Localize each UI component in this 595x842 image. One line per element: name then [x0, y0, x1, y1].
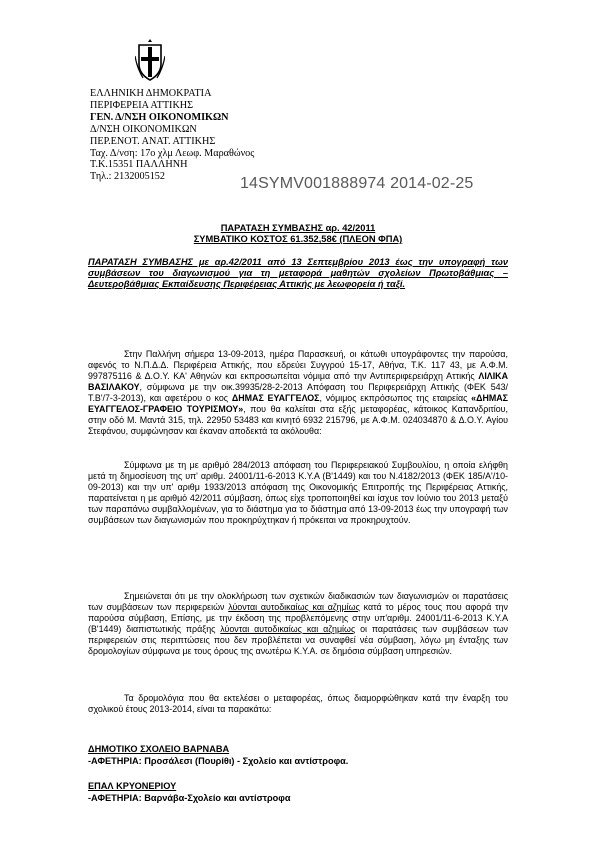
company-name: «ΔΗΜΑΣ ΕΥΑΓΓΕΛΟΣ-ΓΡΑΦΕΙΟ ΤΟΥΡΙΣΜΟΥ»: [88, 393, 509, 414]
subject-paragraph: [88, 257, 508, 290]
subject-text: ΠΑΡΑΤΑΣΗ ΣΥΜΒΑΣΗΣ με αρ.42/2011 από 13 Σεπτεμβρίου 2013 έως την υπογραφή των συμβάσεων του διαγωνισμού για τη μεταφορά μαθητών σχολείων Πρωτοβάθμιας – Δευτεροβάθμιας Εκπαίδευσης Περιφέρειας Αττικής με λεωφορεία ή ταξί.: [88, 257, 508, 289]
paragraph-text: , σύμφωνα με την οικ.39935/28-2-2013 Απόφαση του Περιφερειάρχη Αττικής (ΦΕΚ 543/Τ.Β'/7-3-2013), και αφετέρου ο κος: [88, 382, 508, 403]
document-title: [88, 223, 508, 245]
route-section: [88, 781, 508, 804]
ada-stamp: 14SYMV001888974 2014-02-25: [240, 175, 474, 192]
paragraph-parties: [88, 349, 508, 437]
header-line-general-directorate: ΓΕΝ. Δ/ΝΣΗ ΟΙΚΟΝΟΜΙΚΩΝ: [90, 111, 229, 123]
paragraph-text: κατά το μέρος τους που αφορά την παρούσα σύμβαση, Επίσης, με την έκδοση της προβλεπόμενης στην υπ'αριθμ. 24001/11-6-2013 Κ.Υ.Α (Β'1449) διαπιστωτικής πράξης: [88, 602, 508, 634]
header-line-regional-unit: ΠΕΡ.ΕΝΟΤ. ΑΝΑΤ. ΑΤΤΙΚΗΣ: [90, 135, 216, 147]
title-line-cost: ΣΥΜΒΑΤΙΚΟ ΚΟΣΤΟΣ 61.352,58€ (ΠΛΕΟΝ ΦΠΑ): [193, 234, 403, 244]
paragraph-extension: Σύμφωνα με τη με αριθμό 284/2013 απόφαση του Περιφερειακού Συμβουλίου, η οποία ελήφθη μετά τη δημοσίευση της υπ' αριθμ. 24001/11-6-2013 Κ.Υ.Α (Β'1449) και του Ν.4182/2013 (ΦΕΚ 185/Α'/10-09-2013) και την υπ' αριθμ 1933/2013 απόφαση της Οικονομικής Επιτροπής της Περιφέρειας Αττικής, παρατείνεται η με αριθμό 42/2011 σύμβαση, όπως είχε τροποποιηθεί και ίσχυε τον Ιούνιο του 2013 μεταξύ των παραπάνω συμβαλλομένων, για το διάστημα για το διάστημα από 13-09-2013 έως την υπογραφή των συμβάσεων των διαγωνισμών που προκηρύχτηκαν ή πρόκειται να προκηρυχτούν.: [88, 460, 508, 525]
route-line: -ΑΦΕΤΗΡΙΑ: Βαρνάβα-Σχολείο και αντίστροφα: [88, 792, 291, 803]
underlined-phrase: λύονται αυτοδικαίως και αζημίως: [220, 624, 356, 634]
vice-governor-name: ΛΙΛΙΚΑ ΒΑΣΙΛΑΚΟΥ: [88, 371, 508, 392]
paragraph-text: οι παρατάσεις των συμβάσεων των περιφερειών στις περιπτώσεις που δεν προβλέπεται να συναφθεί νέα σύμβαση, λόγω μη ένταξης των δρομολογίων σύμφωνα με τους όρους της ανωτέρω Κ.Υ.Α. σε δημόσια σύμβαση υπηρεσιών.: [88, 624, 508, 656]
header-line-directorate: Δ/ΝΣΗ ΟΙΚΟΝΟΜΙΚΩΝ: [90, 123, 197, 135]
header-line-phone: Τηλ.: 2132005152: [90, 171, 165, 183]
header-line-postcode: Τ.Κ.15351 ΠΑΛΛΗΝΗ: [90, 159, 188, 171]
paragraph-termination: [88, 591, 508, 657]
route-line: -ΑΦΕΤΗΡΙΑ: Προσάλεσι (Πουρίθι) - Σχολείο και αντίστροφα.: [88, 755, 349, 766]
school-heading: ΕΠΑΛ ΚΡΥΟΝΕΡΙΟΥ: [88, 781, 177, 791]
route-section: [88, 744, 508, 767]
paragraph-routes-intro: Τα δρομολόγια που θα εκτελέσει ο μεταφορέας, όπως διαμορφώθηκαν κατά την έναρξη του σχολικού έτους 2013-2014, είναι τα παρακάτω:: [88, 693, 508, 714]
paragraph-text: Σημειώνεται ότι με την ολοκλήρωση των σχετικών διαδικασιών των διαγωνισμών οι παρατάσεις των συμβάσεων των περιφερειών: [88, 591, 508, 612]
issuer-header: [90, 88, 330, 183]
header-line-address: Ταχ. Δ/νση: 17ο χλμ Λεωφ. Μαραθώνος: [90, 147, 255, 159]
paragraph-text: , που θα καλείται στα εξής μεταφορέας, κάτοικος Καπανδριτίου, στην οδό Μ. Μαντά 315, τηλ. 22950 53483 και κινητό 6932 215796, με Α.Φ.Μ. 024034870 & Δ.Ο.Υ. Αγίου Στεφάνου, συμφώνησαν και έκαναν αποδεκτά τα ακόλουθα:: [88, 404, 508, 436]
title-line-contract: ΠΑΡΑΤΑΣΗ ΣΥΜΒΑΣΗΣ αρ. 42/2011: [220, 223, 376, 233]
paragraph-text: Στην Παλλήνη σήμερα 13-09-2013, ημέρα Παρασκευή, οι κάτωθι υπογράφοντες την παρούσα, αφενός το Ν.Π.Δ.Δ. Περιφέρεια Αττικής, που εδρεύει Συγγρού 15-17, Αθήνα, Τ.Κ. 117 43, με Α.Φ.Μ. 997875116 & Δ.Ο.Υ. ΚΑ' Αθηνών και εκπροσωπείται νόμιμα από την Αντιπεριφερειάρχη Αττικής: [88, 349, 508, 381]
greek-coat-of-arms-emblem: [135, 38, 165, 82]
underlined-phrase: λύονται αυτοδικαίως και αζημίως: [228, 602, 360, 612]
school-heading: ΔΗΜΟΤΙΚΟ ΣΧΟΛΕΙΟ ΒΑΡΝΑΒΑ: [88, 744, 230, 754]
paragraph-text: , νόμιμος εκπρόσωπος της εταιρείας: [319, 393, 472, 403]
header-line-country: ΕΛΛΗΝΙΚΗ ΔΗΜΟΚΡΑΤΙΑ: [90, 88, 212, 99]
contractor-name: ΔΗΜΑΣ ΕΥΑΓΓΕΛΟΣ: [231, 393, 320, 403]
header-line-region: ΠΕΡΙΦΕΡΕΙΑ ΑΤΤΙΚΗΣ: [90, 99, 194, 111]
